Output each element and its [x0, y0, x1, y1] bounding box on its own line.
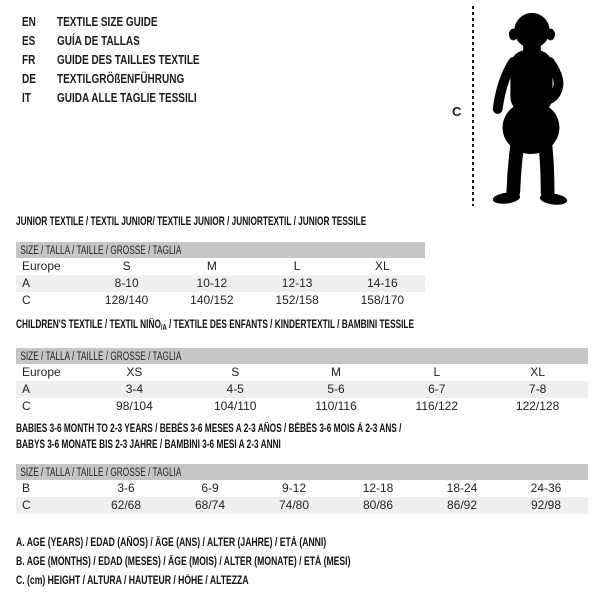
- height-cell: 116/122: [415, 399, 459, 413]
- age-cell: 14-16: [367, 276, 398, 290]
- language-code: EN: [22, 15, 36, 29]
- children-title-part1: CHILDREN'S TEXTILE / TEXTIL NIÑO: [16, 319, 161, 331]
- babies-table-title-line1: BABIES 3-6 MONTH TO 2-3 YEARS / BEBÉS 3-6 MESES A 2-3 AÑOS / BÉBÉS 3-6 MOIS À 2-3 ANS /: [16, 423, 402, 435]
- footnote-a: A. AGE (YEARS) / EDAD (AÑOS) / ÂGE (ANS) / ALTER (JAHRE) / ETÀ (ANNI): [16, 537, 327, 549]
- children-table-title: [16, 318, 428, 335]
- children-textile-table: [16, 318, 588, 415]
- language-title-block: [22, 13, 235, 108]
- height-cell: 68/74: [194, 498, 226, 512]
- table-row: [16, 480, 588, 497]
- language-row: [22, 89, 235, 108]
- language-code: ES: [22, 34, 36, 48]
- height-cell: 74/80: [278, 498, 310, 512]
- table-row: [16, 258, 425, 275]
- table-row: [16, 292, 425, 309]
- age-cell: 6-7: [428, 382, 446, 396]
- months-cell: 24-36: [530, 481, 562, 495]
- height-cell: 122/128: [515, 399, 560, 413]
- size-cell: S: [122, 259, 131, 273]
- size-header-bar: [16, 242, 425, 258]
- babies-table-title-line2: BABYS 3-6 MONATE BIS 2-3 JAHRE / BAMBINI 3-6 MESI A 2-3 ANNI: [16, 439, 281, 451]
- table-row: [16, 497, 588, 514]
- size-cell: XS: [126, 365, 143, 379]
- size-cell: M: [206, 259, 217, 273]
- language-row: [22, 70, 235, 89]
- language-title: GUÍA DE TALLAS: [57, 34, 140, 48]
- language-code: FR: [22, 53, 36, 67]
- language-title: GUIDA ALLE TAGLIE TESSILI: [57, 91, 197, 105]
- language-code: DE: [22, 72, 36, 86]
- size-header-label: SIZE / TALLA / TAILLE / GRÖSSE / TAGLIA: [20, 351, 182, 363]
- size-header-label: SIZE / TALLA / TAILLE / GRÖSSE / TAGLIA: [20, 467, 182, 479]
- months-cell: 6-9: [201, 481, 219, 495]
- height-cell: 86/92: [446, 498, 478, 512]
- table-row: [16, 275, 425, 292]
- height-cell: 92/98: [530, 498, 562, 512]
- footnote-b: B. AGE (MONTHS) / EDAD (MESES) / ÂGE (MOIS) / ALTER (MONATE) / ETÀ (MESI): [16, 556, 351, 568]
- row-label: A: [22, 382, 31, 396]
- size-cell: S: [231, 365, 240, 379]
- baby-silhouette-icon: [481, 8, 579, 206]
- footnote-c: C. (cm) HEIGHT / ALTURA / HAUTEUR / HÖHE / ALTEZZA: [16, 575, 249, 587]
- row-label: A: [22, 276, 31, 290]
- height-dashed-line: [472, 6, 474, 206]
- row-label: B: [22, 481, 31, 495]
- age-cell: 3-4: [125, 382, 144, 396]
- size-cell: M: [330, 365, 341, 379]
- height-cell: 158/170: [360, 293, 405, 307]
- size-cell: L: [293, 259, 301, 273]
- height-cell: 80/86: [362, 498, 394, 512]
- height-cell: 62/68: [110, 498, 142, 512]
- age-cell: 5-6: [327, 382, 345, 396]
- language-title: TEXTILGRÖßENFÜHRUNG: [57, 72, 185, 86]
- size-cell: L: [433, 365, 441, 379]
- children-title-part2: / TEXTILE DES ENFANTS / KINDERTEXTIL / BAMBINI TESSILE: [166, 319, 415, 331]
- age-cell: 10-12: [196, 276, 228, 290]
- junior-textile-table: [16, 215, 425, 309]
- footnotes-block: [16, 534, 462, 591]
- months-cell: 18-24: [446, 481, 478, 495]
- row-label: C: [22, 293, 31, 307]
- months-cell: 9-12: [281, 481, 307, 495]
- language-code: IT: [22, 91, 31, 105]
- age-cell: 12-13: [281, 276, 313, 290]
- children-title-sub: /A: [160, 323, 167, 332]
- height-cell: 152/158: [275, 293, 319, 307]
- age-cell: 8-10: [114, 276, 139, 290]
- height-measure-label: C: [452, 104, 462, 119]
- size-header-bar: [16, 348, 588, 364]
- row-label: C: [22, 498, 31, 512]
- size-cell: XL: [530, 365, 545, 379]
- age-cell: 4-5: [226, 382, 244, 396]
- language-row: [22, 13, 235, 32]
- size-cell: XL: [375, 259, 390, 273]
- height-cell: 140/152: [190, 293, 234, 307]
- babies-textile-table: [16, 421, 588, 514]
- row-label: Europe: [22, 365, 61, 379]
- junior-table-title: JUNIOR TEXTILE / TEXTIL JUNIOR/ TEXTILE JUNIOR / JUNIORTEXTIL / JUNIOR TESSILE: [16, 216, 367, 228]
- height-cell: 104/110: [213, 399, 257, 413]
- language-row: [22, 51, 235, 70]
- height-cell: 128/140: [104, 293, 149, 307]
- height-cell: 110/116: [315, 399, 357, 413]
- table-row: [16, 381, 588, 398]
- row-label: Europe: [22, 259, 61, 273]
- row-label: C: [22, 399, 31, 413]
- language-title: TEXTILE SIZE GUIDE: [57, 15, 158, 29]
- table-row: [16, 364, 588, 381]
- size-header-label: SIZE / TALLA / TAILLE / GRÖSSE / TAGLIA: [20, 245, 182, 257]
- size-header-bar: [16, 464, 588, 480]
- language-row: [22, 32, 235, 51]
- months-cell: 3-6: [117, 481, 135, 495]
- height-cell: 98/104: [116, 399, 153, 413]
- age-cell: 7-8: [528, 382, 547, 396]
- language-title: GUIDE DES TAILLES TEXTILE: [57, 53, 200, 67]
- table-row: [16, 398, 588, 415]
- months-cell: 12-18: [362, 481, 394, 495]
